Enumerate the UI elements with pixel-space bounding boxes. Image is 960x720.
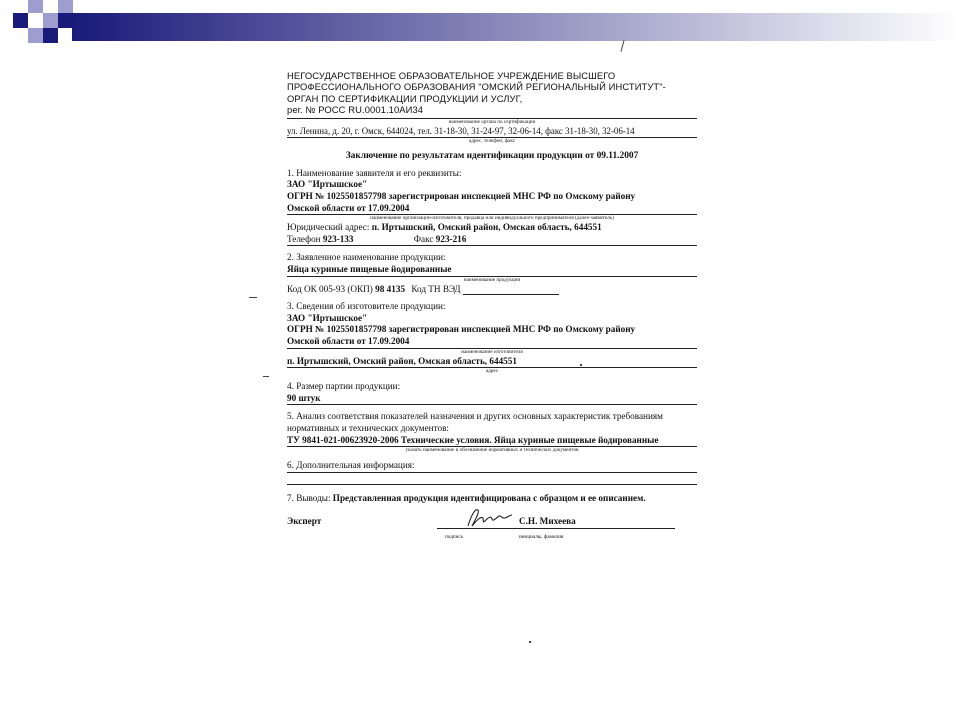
legal-address-row: [287, 222, 697, 234]
section-5-heading-line-1: 5. Анализ соответствия показателей назначения и других основных характеристик требованиям: [287, 411, 663, 422]
tn-ved-label: Код ТН ВЭД: [411, 283, 461, 294]
phone-label: Телефон: [287, 233, 321, 244]
additional-info-blank: [287, 473, 697, 485]
caption-manufacturer: наименование изготовителя: [461, 348, 523, 355]
org-line-1: НЕГОСУДАРСТВЕННОЕ ОБРАЗОВАТЕЛЬНОЕ УЧРЕЖДЕНИЕ ВЫСШЕГО: [287, 70, 616, 81]
contacts-row: [287, 234, 697, 247]
deco-square-light-4: [58, 0, 73, 13]
legal-address-value: п. Иртышский, Омский район, Омская область, 644551: [371, 222, 602, 233]
deco-square-light-3: [28, 28, 43, 43]
org-line-2: ПРОФЕССИОНАЛЬНОГО ОБРАЗОВАНИЯ "ОМСКИЙ РЕГИОНАЛЬНЫЙ ИНСТИТУТ"-: [287, 81, 666, 93]
section-1-heading: 1. Наименование заявителя и его реквизиты:: [287, 167, 462, 178]
phone-value: 923-133: [322, 233, 354, 244]
conclusion-text: Представленная продукция идентифицирована с образцом и ее описанием.: [332, 492, 646, 503]
manufacturer-name: ЗАО "Иртышское": [287, 312, 368, 323]
caption-expert-name: инициалы, фамилия: [519, 534, 564, 541]
caption-signature: подпись: [445, 534, 464, 541]
deco-square-navy-1: [13, 13, 28, 28]
product-name: Яйца куриные пищевые йодированные: [287, 264, 697, 277]
org-header: [287, 70, 697, 116]
fax-label: Факс: [413, 233, 434, 244]
certificate-document: [287, 70, 697, 540]
manufacturer-address: п. Иртышский, Омский район, Омская область, 644551: [287, 356, 697, 369]
product-codes-row: [287, 284, 697, 296]
deco-square-navy-3: [43, 28, 58, 43]
caption-org-name: наименование органа по сертификации: [448, 118, 536, 125]
normative-document: ТУ 9841-021-00623920-2006 Технические условия. Яйца куриные пищевые йодированные: [287, 435, 697, 448]
expert-signature-row: [287, 510, 697, 532]
section-3-heading: 3. Сведения об изготовителе продукции:: [287, 301, 446, 312]
conclusion-label: 7. Выводы:: [287, 492, 331, 503]
batch-size: 90 штук: [287, 393, 697, 406]
handwritten-signature: [465, 506, 515, 530]
section-5-heading-line-2: нормативных и технических документов:: [287, 422, 449, 433]
okp-code-value: 98 4135: [375, 283, 406, 294]
deco-square-light-1: [28, 0, 43, 13]
conclusion-row: [287, 493, 697, 505]
section-4-heading: 4. Размер партии продукции:: [287, 381, 401, 392]
org-line-3: ОРГАН ПО СЕРТИФИКАЦИИ ПРОДУКЦИИ И УСЛУГ,: [287, 92, 523, 104]
scan-speck: [249, 297, 257, 298]
manufacturer-ogrn-line-2: Омской области от 17.09.2004: [287, 336, 697, 349]
fax-value: 923-216: [435, 233, 467, 244]
gradient-band: [72, 13, 960, 41]
applicant-name: ЗАО "Иртышское": [287, 179, 368, 190]
caption-normative-document: указать наименование и обозначение нормативных и технических документов: [405, 447, 579, 454]
signature-line: [437, 528, 675, 529]
expert-label: Эксперт: [287, 516, 322, 527]
section-2-heading: 2. Заявленное наименование продукции:: [287, 252, 446, 263]
okp-code-label: Код ОК 005-93 (ОКП): [287, 283, 373, 294]
deco-square-navy-2: [58, 13, 73, 28]
caption-org-address: адрес, телефон, факс: [468, 138, 516, 145]
expert-name: С.Н. Михеева: [519, 516, 576, 527]
caption-manufacturer-address: адрес: [485, 368, 499, 375]
scan-speck: [529, 641, 531, 643]
org-registration: рег. № РОСС RU.0001.10АИ34: [287, 104, 424, 116]
legal-address-label: Юридический адрес:: [287, 222, 370, 233]
caption-applicant: наименование организации-изготовителя, продавца или индивидуального предпринимателя (далее-заявитель): [370, 215, 614, 222]
signature-captions: [287, 532, 697, 540]
deco-square-light-2: [43, 13, 58, 28]
caption-product: наименование продукции: [463, 276, 521, 283]
applicant-ogrn-line-2: Омской области от 17.09.2004: [287, 203, 697, 216]
scan-speck: [263, 376, 269, 377]
document-title: Заключение по результатам идентификации продукции от 09.11.2007: [345, 151, 639, 162]
manufacturer-ogrn-line-1: ОГРН № 1025501857798 зарегистрирован инспекцией МНС РФ по Омскому району: [287, 324, 636, 335]
applicant-ogrn-line-1: ОГРН № 1025501857798 зарегистрирован инспекцией МНС РФ по Омскому району: [287, 191, 636, 201]
org-address: ул. Ленина, д. 20, г. Омск, 644024, тел. 31-18-30, 31-24-97, 32-06-14, факс 31-18-30, 32-06-14: [287, 126, 697, 139]
section-6-heading: 6. Дополнительная информация:: [287, 460, 697, 473]
tn-ved-blank: [463, 285, 559, 295]
decorative-header-band: [0, 0, 960, 60]
